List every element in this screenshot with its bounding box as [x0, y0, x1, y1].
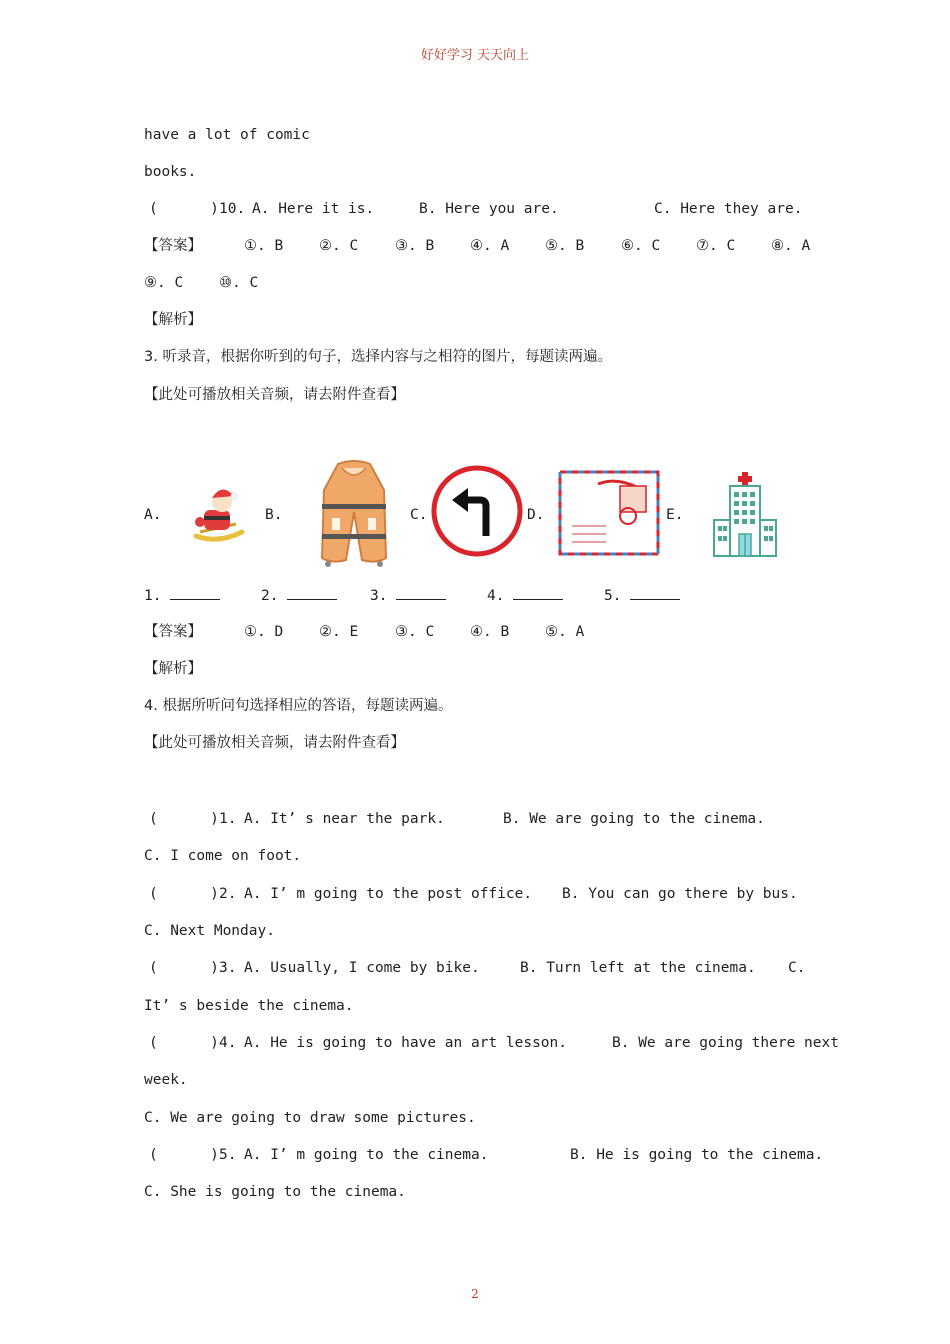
q3-answer-2: ②. E [319, 624, 359, 640]
q3-blank-3-label: 3. [370, 588, 388, 604]
q2-answer-1: ①. B [244, 238, 284, 254]
q3-label-c: C. [410, 507, 428, 523]
q4-item2-paren: ( ) [149, 886, 219, 902]
q4-item2-num: 2. [219, 886, 237, 902]
q4-item1-c: C. I come on foot. [144, 848, 302, 864]
airmail-envelope-icon [558, 470, 660, 556]
q2-answer-8: ⑧. A [771, 238, 811, 254]
q4-item1-b: B. We are going to the cinema. [503, 811, 765, 827]
q2-item10-a: A. Here it is. [252, 201, 375, 217]
q4-audio-note: 【此处可播放相关音频，请去附件查看】 [144, 735, 405, 751]
q3-blank-4-label: 4. [487, 588, 505, 604]
q3-blank-5-line [630, 585, 680, 600]
q3-audio-note: 【此处可播放相关音频，请去附件查看】 [144, 387, 405, 403]
q2-answer-5: ⑤. B [545, 238, 585, 254]
q3-blank-2-line [287, 585, 337, 600]
q2-item10-c: C. Here they are. [654, 201, 803, 217]
q4-item4-b-tail: week. [144, 1072, 188, 1088]
q4-item3-b: B. Turn left at the cinema. [520, 960, 756, 976]
q2-answer-10: ⑩. C [219, 275, 259, 291]
q3-answer-1: ①. D [244, 624, 284, 640]
q3-blank-3 [370, 585, 446, 606]
q2-answer-3: ③. B [395, 238, 435, 254]
turn-left-sign-icon [430, 464, 524, 558]
q3-label-a: A. [144, 507, 162, 523]
q3-blank-4 [487, 585, 563, 606]
q4-item5-c: C. She is going to the cinema. [144, 1184, 406, 1200]
q3-label-d: D. [527, 507, 545, 523]
q2-answer-2: ②. C [319, 238, 359, 254]
q3-answer-3: ③. C [395, 624, 435, 640]
q3-blank-3-line [396, 585, 446, 600]
q4-item2-b: B. You can go there by bus. [562, 886, 798, 902]
q3-blank-5-label: 5. [604, 588, 622, 604]
q4-item3-paren: ( ) [149, 960, 219, 976]
q3-blank-2 [261, 585, 337, 606]
q3-answer-4: ④. B [470, 624, 510, 640]
q4-item3-c-head: C. [788, 960, 806, 976]
q2-answer-6: ⑥. C [621, 238, 661, 254]
q2-item10-num: 10. [219, 201, 246, 217]
hospital-building-icon [712, 470, 778, 558]
q2-analysis-label: 【解析】 [144, 312, 202, 328]
q2-line2: books. [144, 164, 197, 180]
life-vest-icon [316, 460, 392, 568]
q4-item3-a: A. Usually, I come by bike. [244, 960, 480, 976]
q3-title: 3. 听录音，根据你听到的句子，选择内容与之相符的图片，每题读两遍。 [144, 349, 612, 365]
q3-blank-1-line [170, 585, 220, 600]
q3-answer-label: 【答案】 [144, 624, 202, 640]
q2-answer-4: ④. A [470, 238, 510, 254]
q4-item2-a: A. I’ m going to the post office. [244, 886, 533, 902]
q3-analysis-label: 【解析】 [144, 661, 202, 677]
q4-title: 4. 根据所听问句选择相应的答语，每题读两遍。 [144, 698, 453, 714]
q3-blank-2-label: 2. [261, 588, 279, 604]
q2-answer-label: 【答案】 [144, 238, 202, 254]
q2-line1: have a lot of comic [144, 127, 310, 143]
q4-item3-num: 3. [219, 960, 237, 976]
q4-item5-paren: ( ) [149, 1147, 219, 1163]
q4-item3-c: It’ s beside the cinema. [144, 998, 354, 1014]
q2-item10-paren: ( ) [149, 201, 219, 217]
q4-item1-a: A. It’ s near the park. [244, 811, 445, 827]
q4-item4-a: A. He is going to have an art lesson. [244, 1035, 568, 1051]
q2-answer-7: ⑦. C [696, 238, 736, 254]
q2-answer-9: ⑨. C [144, 275, 184, 291]
q3-answer-5: ⑤. A [545, 624, 585, 640]
q4-item2-c: C. Next Monday. [144, 923, 275, 939]
santa-sled-icon [188, 482, 250, 548]
q3-label-e: E. [666, 507, 684, 523]
q3-label-b: B. [265, 507, 283, 523]
q3-blank-4-line [513, 585, 563, 600]
q4-item4-paren: ( ) [149, 1035, 219, 1051]
q4-item1-paren: ( ) [149, 811, 219, 827]
q3-blank-5 [604, 585, 680, 606]
q3-blank-1-label: 1. [144, 588, 162, 604]
q4-item4-c: C. We are going to draw some pictures. [144, 1110, 476, 1126]
page-number: 2 [471, 1287, 479, 1301]
page-header: 好好学习 天天向上 [420, 48, 530, 63]
q2-item10-b: B. Here you are. [419, 201, 559, 217]
q3-blank-1 [144, 585, 220, 606]
q4-item5-b: B. He is going to the cinema. [570, 1147, 824, 1163]
q4-item5-num: 5. [219, 1147, 237, 1163]
q4-item4-b: B. We are going there next [612, 1035, 839, 1051]
q4-item5-a: A. I’ m going to the cinema. [244, 1147, 489, 1163]
q4-item4-num: 4. [219, 1035, 237, 1051]
q4-item1-num: 1. [219, 811, 237, 827]
